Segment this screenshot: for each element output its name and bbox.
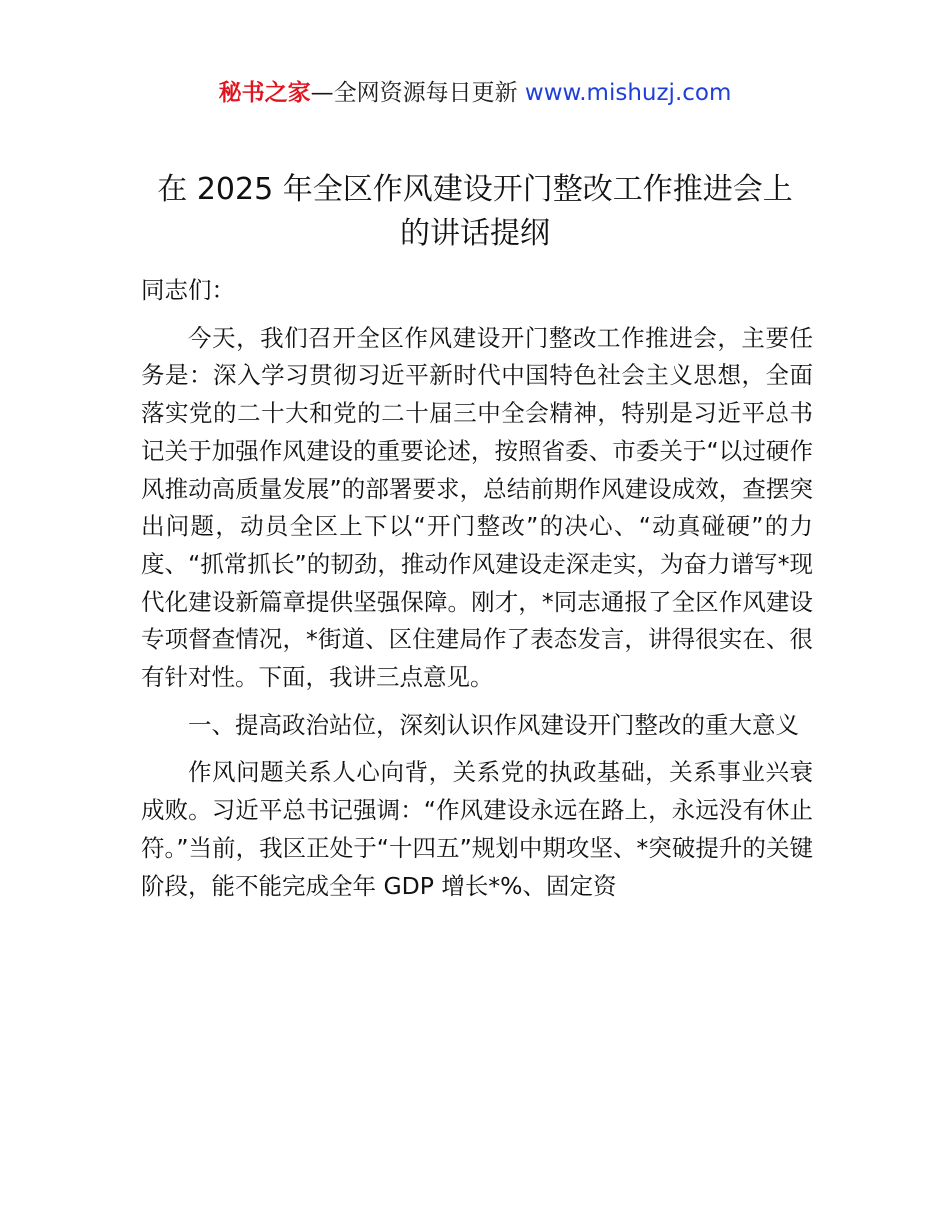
site-header (0, 76, 950, 110)
site-tagline: —全网资源每日更新 (310, 80, 518, 106)
title-line-1: 在 2025 年全区作风建设开门整改工作推进会上 (157, 172, 793, 207)
site-url-link[interactable]: www.mishuzj.com (524, 80, 732, 106)
paragraph-intro: 今天，我们召开全区作风建设开门整改工作推进会，主要任务是：深入学习贯彻习近平新时代中国特色社会主义思想，全面落实党的二十大和党的二十届三中全会精神，特别是习近平总书记关于加强作风建设的重要论述，按照省委、市委关于“以过硬作风推动高质量发展”的部署要求，总结前期作风建设成效，查摆突出问题，动员全区上下以“开门整改”的决心、“动真碰硬”的力度、“抓常抓长”的韧劲，推动作风建设走深走实，为奋力谱写*现代化建设新篇章提供坚强保障。刚才，*同志通报了全区作风建设专项督查情况，*街道、区住建局作了表态发言，讲得很实在、很有针对性。下面，我讲三点意见。 (141, 323, 813, 692)
document-body (141, 272, 813, 905)
title-line-2: 的讲话提纲 (400, 216, 550, 251)
section-heading-1: 一、提高政治站位，深刻认识作风建设开门整改的重大意义 (188, 710, 799, 739)
document-title (100, 168, 850, 256)
site-brand[interactable]: 秘书之家 (218, 80, 311, 106)
paragraph-section-1: 作风问题关系人心向背，关系党的执政基础，关系事业兴衰成败。习近平总书记强调：“作风建设永远在路上，永远没有休止符。”当前，我区正处于“十四五”规划中期攻坚、*突破提升的关键阶段，能不能完成全年 GDP 增长*%、固定资 (141, 758, 813, 900)
salutation: 同志们： (141, 276, 235, 304)
